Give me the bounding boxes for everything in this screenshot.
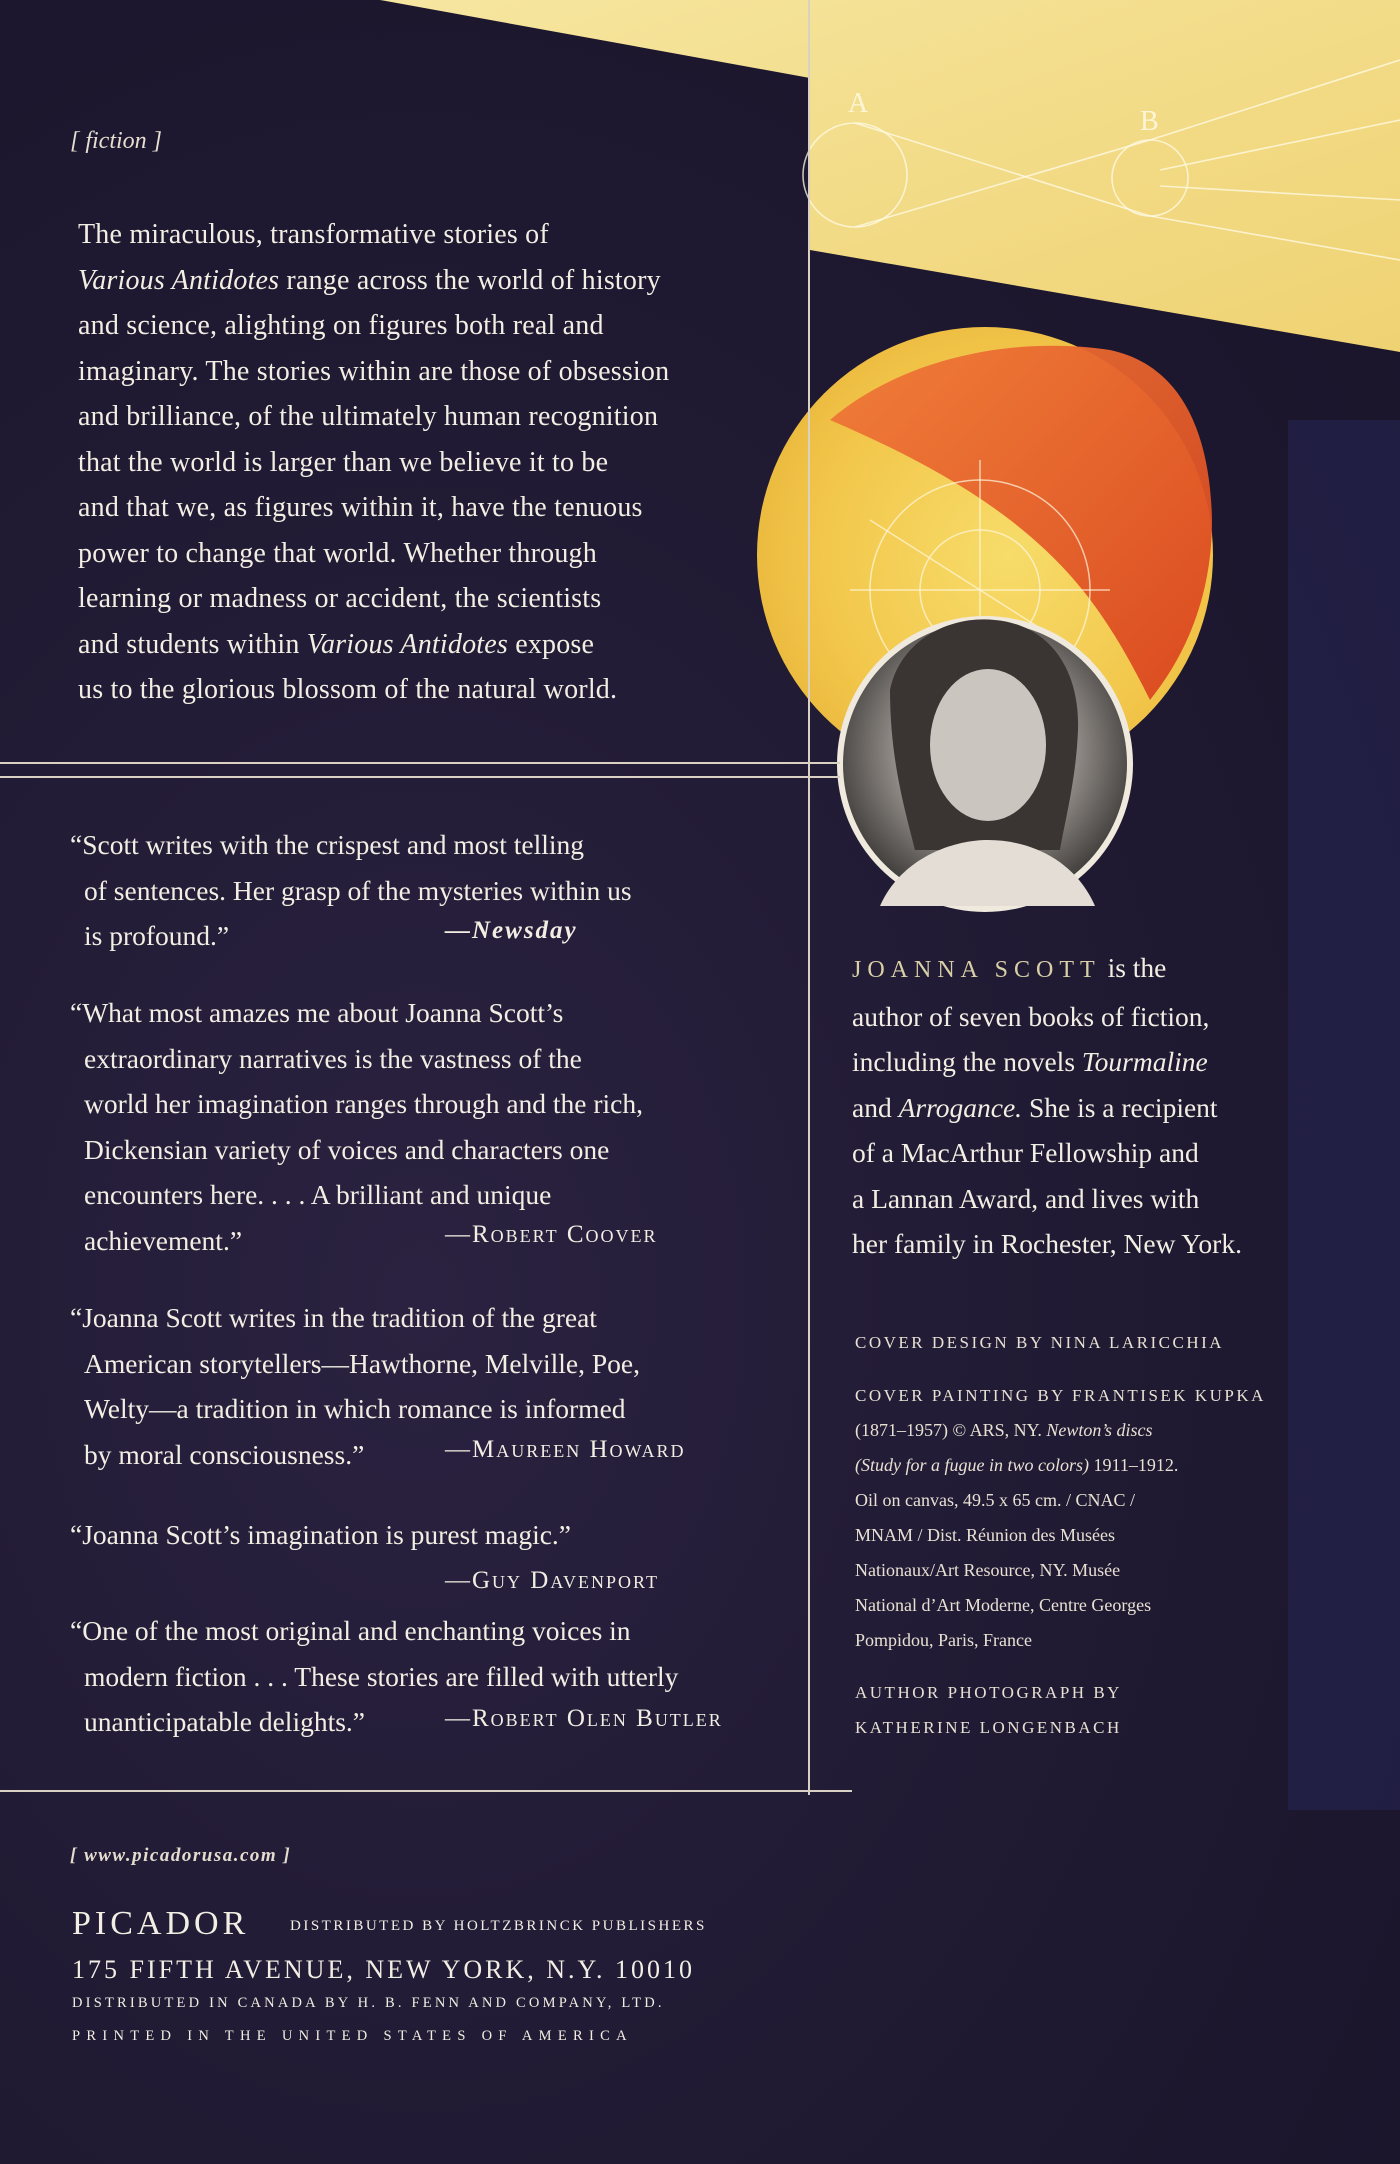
canada-distribution-line: DISTRIBUTED IN CANADA BY H. B. FENN AND COMPANY, LTD. xyxy=(72,1995,665,2011)
author-bio: JOANNA SCOTT is the author of seven books of fiction, including the novels Tourmaline and Arrogance. She is a recipient of a MacArthur Fellowship and a Lannan Award, and lives with her family in Rochester, New York. xyxy=(852,952,1242,1259)
quote-attribution-howard: —Maureen Howard xyxy=(445,1436,686,1463)
publisher-address: 175 FIFTH AVENUE, NEW YORK, N.Y. 10010 xyxy=(72,1955,695,1984)
review-quote-butler: “ One of the most original and enchanting voices in modern fiction . . . These stories are filled with utterly unanticipatable delights.” xyxy=(70,1608,790,1745)
review-quote-newsday: “ Scott writes with the crispest and most telling of sentences. Her grasp of the mysteries within us is profound.” xyxy=(70,822,790,959)
publisher-logo-text: PICADOR xyxy=(72,1905,250,1942)
horizontal-rule-upper xyxy=(0,762,840,764)
diagram-label-a: A xyxy=(848,88,869,119)
author-name: JOANNA SCOTT xyxy=(852,957,1101,983)
printed-in-line: PRINTED IN THE UNITED STATES OF AMERICA xyxy=(72,2028,633,2044)
quote-attribution-butler: —Robert Olen Butler xyxy=(445,1705,723,1732)
quote-attribution-davenport: —Guy Davenport xyxy=(445,1567,659,1594)
horizontal-rule-upper-2 xyxy=(0,776,840,778)
diagram-label-b: B xyxy=(1140,106,1159,137)
cover-painting-credit: COVER PAINTING BY FRANTISEK KUPKA (1871–1957) © ARS, NY. Newton’s discs (Study for a fugue in two colors) 1911–1912. Oil on canvas, 49.5 x 65 cm. / CNAC / MNAM / Dist. Réunion des Musées Nationaux/Art Resource, NY. Musée National d’Art Moderne, Centre Georges Pompidou, Paris, France xyxy=(855,1386,1266,1650)
cover-design-credit: COVER DESIGN BY NINA LARICCHIA xyxy=(855,1333,1225,1352)
publisher-website: [ www.picadorusa.com ] xyxy=(70,1845,292,1866)
review-quote-coover: “ What most amazes me about Joanna Scott’s extraordinary narratives is the vastness of the world her imagination ranges through and the rich, Dickensian variety of voices and characters one encounters here. . . . A brilliant and unique achievement.” xyxy=(70,990,790,1263)
review-quote-davenport: “ Joanna Scott’s imagination is purest magic.” xyxy=(70,1512,790,1558)
vertical-rule-right xyxy=(808,0,810,1795)
genre-label: [ fiction ] xyxy=(70,128,163,154)
distributor-line: DISTRIBUTED BY HOLTZBRINCK PUBLISHERS xyxy=(290,1918,707,1934)
author-photo-credit: AUTHOR PHOTOGRAPH BY KATHERINE LONGENBACH xyxy=(855,1683,1122,1737)
quote-attribution-coover: —Robert Coover xyxy=(445,1221,658,1248)
horizontal-rule-lower xyxy=(0,1790,852,1792)
quote-attribution-newsday: —Newsday xyxy=(445,917,578,944)
book-description: The miraculous, transformative stories of Various Antidotes range across the world of history and science, alighting on figures both real and imaginary. The stories within are those of obsession and brilliance, of the ultimately human recognition that the world is larger than we believe it to be and that we, as figures within it, have the tenuous power to change that world. Whether through learning or madness or accident, the scientists and students within Various Antidotes expose us to the glorious blossom of the natural world. xyxy=(78,219,670,705)
review-quote-howard: “ Joanna Scott writes in the tradition of the great American storytellers—Hawthorne, Melville, Poe, Welty—a tradition in which romance is informed by moral consciousness.” xyxy=(70,1295,790,1477)
